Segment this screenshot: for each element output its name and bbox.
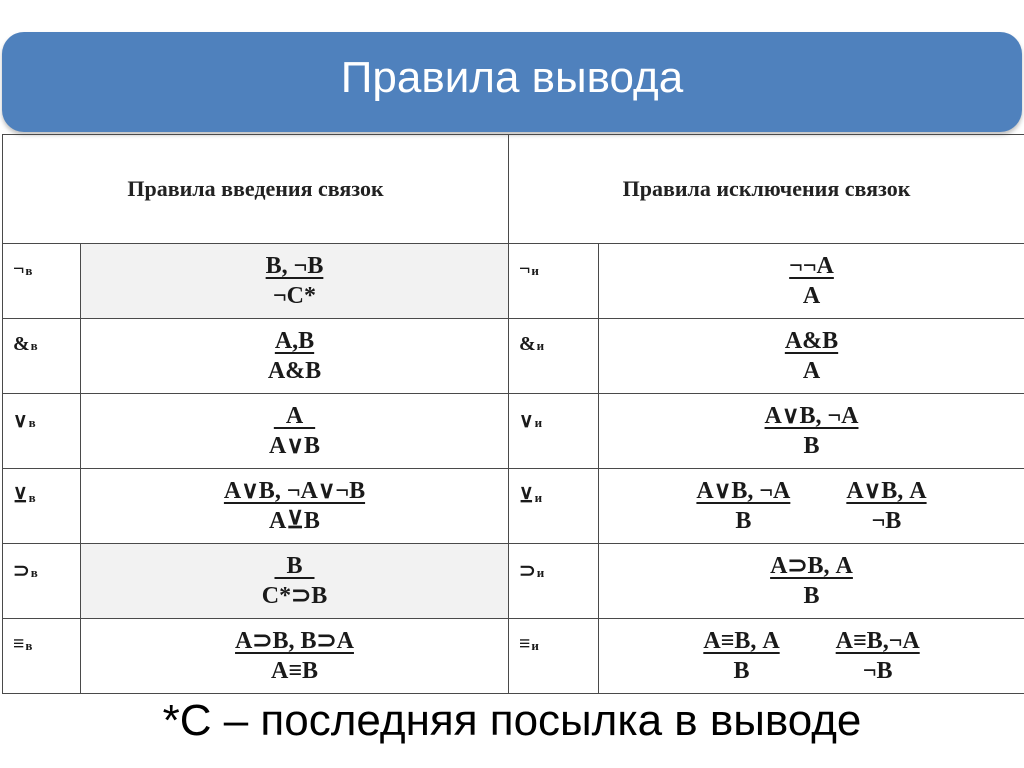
premises: А	[273, 403, 316, 429]
conclusion: А	[802, 358, 821, 384]
rule-subscript: и	[531, 263, 539, 278]
table-row	[3, 544, 1024, 619]
intro-rule-formula	[81, 394, 509, 469]
connective-symbol: ≡	[519, 633, 531, 655]
inference-fraction	[266, 251, 324, 311]
connective-symbol: ¬	[13, 258, 25, 280]
premises: А≡В, А	[703, 628, 780, 654]
intro-rule-formula	[81, 619, 509, 694]
table-row	[3, 244, 1024, 319]
inference-fraction	[262, 551, 327, 611]
table-header-row	[3, 135, 1024, 244]
intro-rule-label	[3, 544, 81, 619]
connective-symbol: ¬	[519, 258, 531, 280]
rule-subscript: в	[28, 490, 36, 505]
premises: А∨В, ¬А	[764, 403, 859, 429]
rule-subscript: и	[536, 565, 545, 580]
intro-rule-label	[3, 319, 81, 394]
premises: А∨В, ¬А∨¬В	[223, 478, 366, 504]
premises: А⊃В, А	[770, 553, 853, 579]
table-row	[3, 394, 1024, 469]
intro-rule-formula	[81, 244, 509, 319]
elim-rule-label	[509, 319, 599, 394]
premises: В	[274, 553, 315, 579]
elim-rule-label	[509, 544, 599, 619]
connective-symbol: ⊻	[519, 485, 534, 507]
connective-symbol: ∨	[13, 410, 28, 432]
premises: ¬¬А	[789, 253, 834, 279]
conclusion: В	[735, 508, 752, 534]
elim-rule-formula	[599, 244, 1024, 319]
elim-rule-formula	[599, 619, 1024, 694]
connective-symbol: ∨	[519, 410, 534, 432]
rule-subscript: и	[536, 338, 545, 353]
inference-fraction	[268, 326, 321, 386]
footnote: *С – последняя посылка в выводе	[162, 696, 862, 745]
rule-subscript: в	[30, 338, 38, 353]
rule-subscript: в	[25, 263, 33, 278]
conclusion: В	[803, 583, 820, 609]
conclusion: ¬С*	[272, 283, 316, 309]
premises: А≡В,¬А	[835, 628, 920, 654]
premises: А,В	[274, 328, 315, 354]
connective-symbol: &	[519, 333, 536, 355]
table-row	[3, 619, 1024, 694]
rule-subscript: в	[25, 638, 33, 653]
page-title: Правила вывода	[340, 53, 684, 102]
inference-fraction	[785, 326, 838, 386]
connective-symbol: ⊻	[13, 485, 28, 507]
elim-rule-label	[509, 619, 599, 694]
conclusion: А∨В	[269, 433, 320, 459]
intro-rule-label	[3, 244, 81, 319]
premises: А&В	[784, 328, 839, 354]
rule-subscript: и	[534, 415, 543, 430]
inference-rules-table	[2, 134, 1024, 694]
intro-rule-label	[3, 469, 81, 544]
rule-subscript: и	[531, 638, 539, 653]
premises: В, ¬В	[265, 253, 324, 279]
inference-fraction	[696, 476, 790, 536]
inference-fraction	[770, 551, 853, 611]
premises: А∨В, ¬А	[696, 478, 791, 504]
rule-subscript: и	[534, 490, 543, 505]
conclusion: В	[733, 658, 750, 684]
intro-rule-formula	[81, 544, 509, 619]
intro-rule-label	[3, 619, 81, 694]
inference-fraction	[765, 401, 859, 461]
inference-fraction	[836, 626, 920, 686]
elim-rule-label	[509, 469, 599, 544]
inference-fraction	[235, 626, 354, 686]
conclusion: ¬В	[871, 508, 902, 534]
elim-rule-formula	[599, 319, 1024, 394]
premises: А∨В, А	[846, 478, 927, 504]
elim-rule-label	[509, 244, 599, 319]
conclusion: А&В	[267, 358, 322, 384]
intro-rule-formula	[81, 469, 509, 544]
connective-symbol: ⊃	[13, 560, 30, 582]
conclusion: С*⊃В	[261, 583, 328, 609]
elim-rule-formula	[599, 544, 1024, 619]
intro-rule-label	[3, 394, 81, 469]
table-row	[3, 319, 1024, 394]
elim-rule-formula	[599, 394, 1024, 469]
inference-fraction	[789, 251, 834, 311]
inference-fraction	[846, 476, 926, 536]
inference-fraction	[224, 476, 365, 536]
conclusion: А≡В	[270, 658, 318, 684]
inference-fraction	[703, 626, 779, 686]
conclusion: В	[803, 433, 820, 459]
inference-fraction	[269, 401, 320, 461]
rule-subscript: в	[28, 415, 36, 430]
rule-subscript: в	[30, 565, 38, 580]
rule-rows	[3, 244, 1024, 694]
elim-rule-label	[509, 394, 599, 469]
connective-symbol: ⊃	[519, 560, 536, 582]
elim-rule-formula	[599, 469, 1024, 544]
conclusion: ¬В	[862, 658, 893, 684]
connective-symbol: ≡	[13, 633, 25, 655]
title-banner	[2, 32, 1022, 132]
intro-rule-formula	[81, 319, 509, 394]
conclusion: А⊻В	[269, 508, 320, 534]
conclusion: А	[802, 283, 821, 309]
header-introduction-rules: Правила введения связок	[3, 135, 509, 244]
connective-symbol: &	[13, 333, 30, 355]
header-elimination-rules: Правила исключения связок	[509, 135, 1024, 244]
premises: А⊃В, В⊃А	[235, 628, 354, 654]
table-row	[3, 469, 1024, 544]
